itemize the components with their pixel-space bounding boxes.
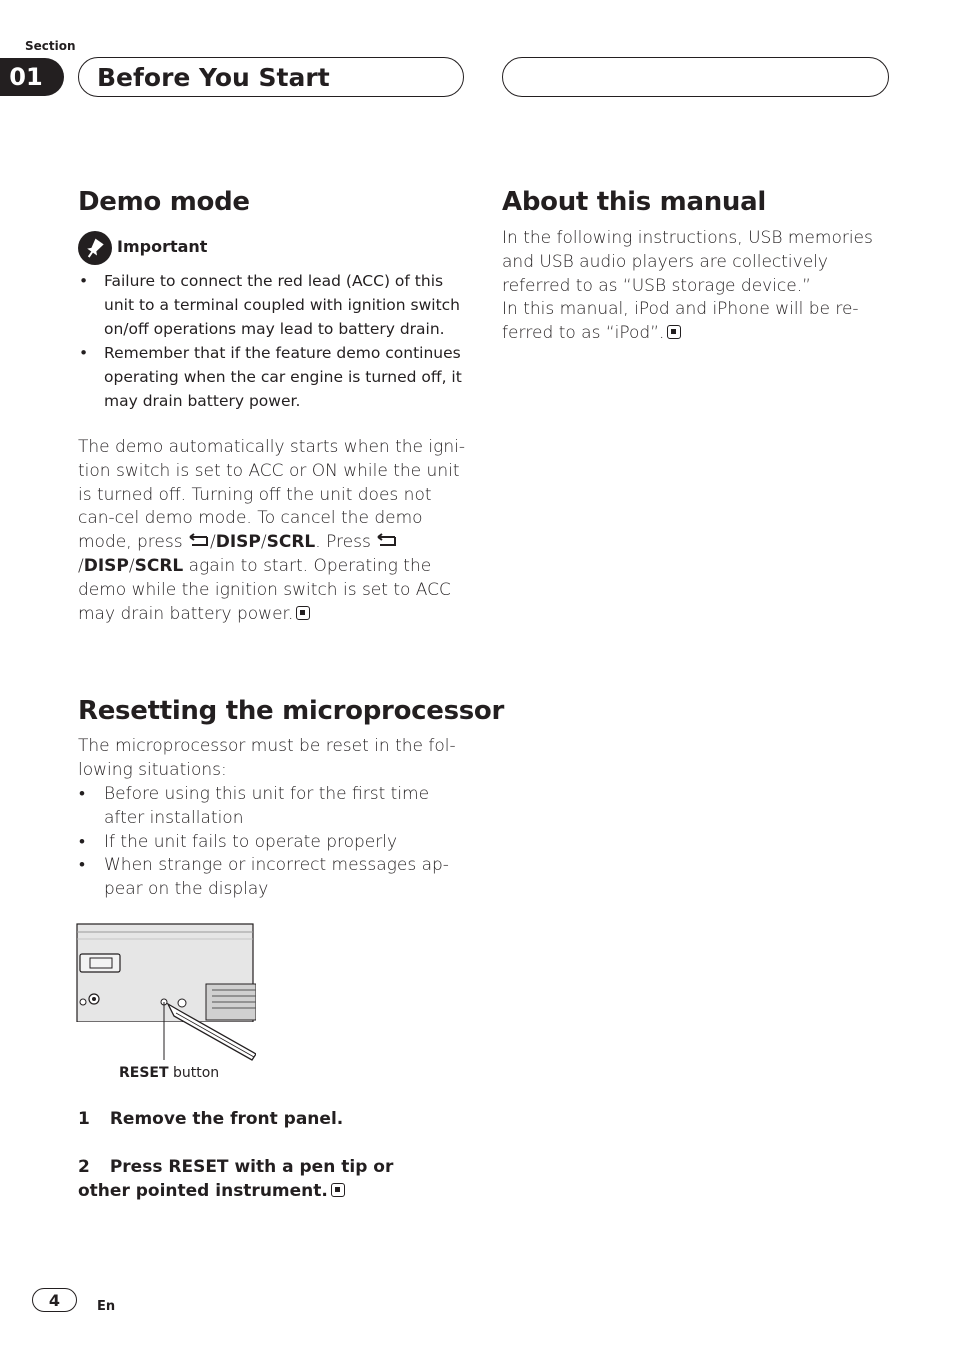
step-number: 2 — [78, 1157, 90, 1177]
page-title-text: Before You Start — [97, 62, 330, 92]
end-mark-icon — [296, 606, 310, 620]
page-number: 4 — [32, 1288, 77, 1312]
scrl-key: SCRL — [134, 555, 184, 576]
step-1 — [78, 1107, 466, 1131]
list-item: • Remember that if the feature demo continues operating when the car engine is turned off, it may drain battery power. — [78, 341, 466, 413]
about-text-2 — [502, 298, 894, 346]
demo-text-3: again to start. Operating the demo while the ignition switch is set to ACC may drain battery power. — [78, 555, 451, 624]
disp-key: DISP — [83, 555, 129, 576]
important-list — [78, 269, 466, 413]
about-heading: About this manual — [502, 187, 766, 217]
return-icon — [376, 533, 398, 549]
end-mark-icon — [667, 325, 681, 339]
section-number: 01 — [0, 58, 64, 96]
list-item: • Before using this unit for the first time after installation — [78, 783, 466, 831]
reset-heading: Resetting the microprocessor — [78, 696, 505, 726]
step-number: 1 — [78, 1109, 90, 1129]
about-text-1: In the following instructions, USB memories and USB audio players are collectively referred to as “USB storage device.” — [502, 228, 873, 296]
page-title — [78, 57, 464, 97]
reset-caption-text: button — [168, 1065, 220, 1081]
reset-situations-list — [78, 783, 466, 902]
subtitle-pill — [502, 57, 889, 97]
step-text: Press RESET with a pen tip or other pointed instrument. — [78, 1157, 394, 1201]
list-item: • If the unit fails to operate properly — [78, 831, 466, 855]
language-label: En — [97, 1299, 116, 1314]
about-paragraph — [502, 227, 894, 346]
disp-key: DISP — [215, 532, 261, 553]
about-text-2-body: In this manual, iPod and iPhone will be re-ferred to as “iPod”. — [502, 299, 859, 344]
reset-illustration — [76, 922, 256, 1062]
important-icon — [78, 231, 112, 265]
reset-caption-bold: RESET — [119, 1065, 169, 1081]
reset-caption — [119, 1065, 219, 1081]
list-item: • When strange or incorrect messages ap-pear on the display — [78, 854, 466, 902]
demo-text-2: . Press — [315, 532, 377, 553]
list-item: • Failure to connect the red lead (ACC) of this unit to a terminal coupled with ignition switch on/off operations may lead to battery drain. — [78, 269, 466, 341]
section-label: Section — [25, 39, 76, 53]
scrl-key: SCRL — [266, 532, 316, 553]
step-2 — [78, 1155, 448, 1203]
reset-intro: The microprocessor must be reset in the fol-lowing situations: — [78, 736, 456, 780]
important-label: Important — [117, 237, 208, 256]
demo-text-1: The demo automatically starts when the igni-tion switch is set to ACC or ON while the unit is turned off. Turning off the unit does not can-cel demo mode. To cancel the demo mode, press — [78, 437, 465, 553]
demo-mode-heading: Demo mode — [78, 187, 250, 217]
end-mark-icon — [331, 1183, 345, 1197]
step-text: Remove the front panel. — [109, 1109, 344, 1129]
return-icon — [188, 533, 210, 549]
demo-paragraph: The demo automatically starts when the igni-tion switch is set to ACC or ON while the unit is turned off. Turning off the unit does not can-cel demo mode. To cancel the demo mode, press /DISP/SCRL. Press /DISP/SCRL again to start. Operating the demo while the ignition switch is set to ACC may drain battery power. — [78, 437, 465, 624]
